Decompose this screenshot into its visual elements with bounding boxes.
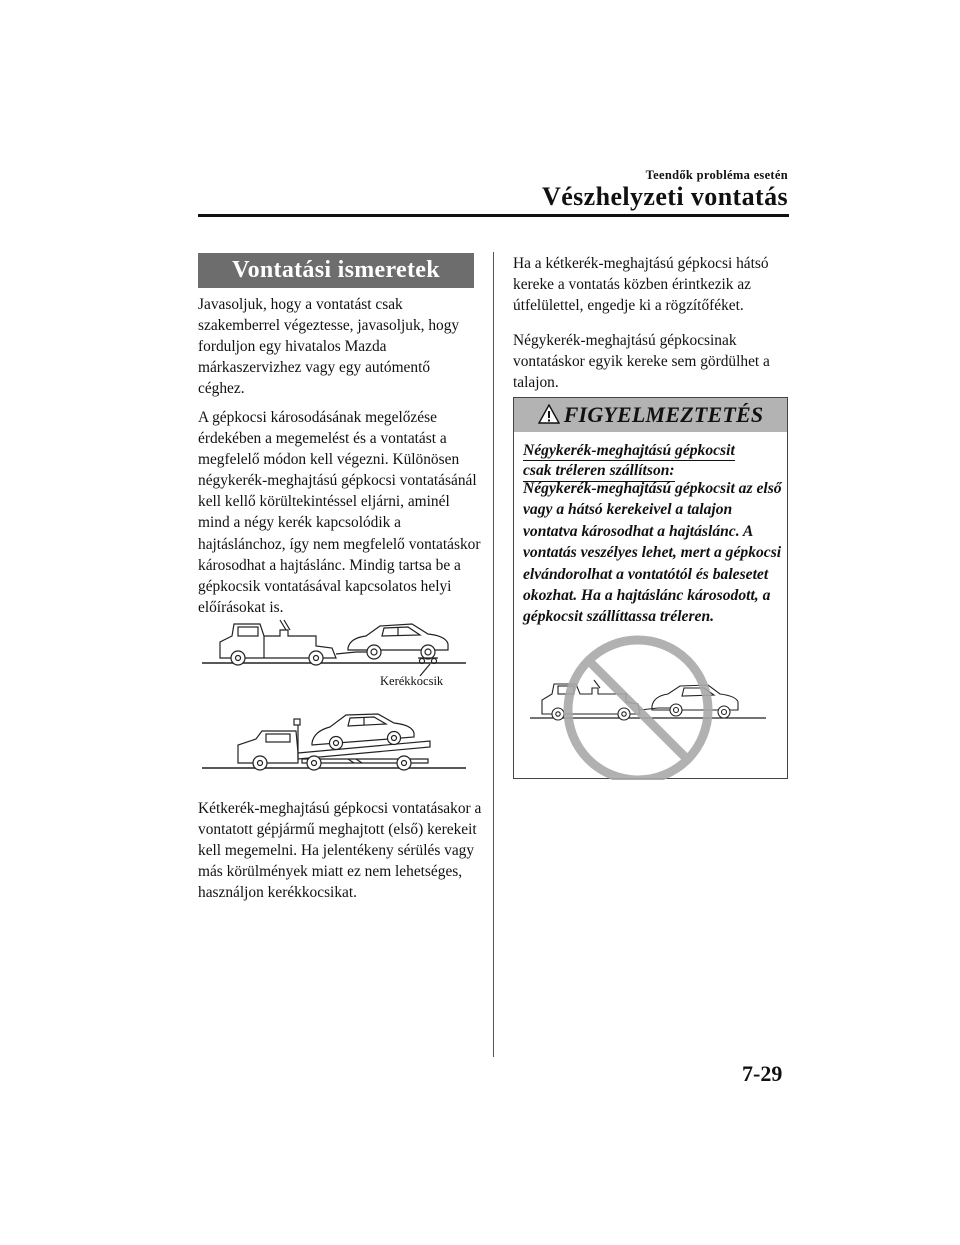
figure-label: Kerékkocsik [380, 674, 444, 688]
warning-title-row [514, 398, 787, 432]
section-header: Teendők probléma esetén [645, 168, 788, 182]
warning-subtitle-line2: csak tréleren szállítson: [523, 461, 675, 481]
prohibited-towing-illustration [530, 630, 770, 780]
section-banner: Vontatási ismeretek [198, 253, 474, 288]
column-divider [493, 252, 494, 1057]
warning-text: Négykerék-meghajtású gépkocsit az első vagy a hátsó kerekeivel a talajon vontatva károsodhat a hajtáslánc. A vontatás veszélyes lehet, mert a gépkocsi elvándorolhat a vontatótól és balesetet okozhat. Ha a hajtáslánc károsodott, a gépkocsit szállíttassa tréleren. [523, 480, 782, 626]
page-title: Vészhelyzeti vontatás [542, 182, 788, 211]
paragraph-damage-prevention: A gépkocsi károsodásának megelőzése érdekében a megemelést és a vontatást a megfelelő módon kell végezni. Különösen négykerék-meghajtású gépkocsi vontatásánál kell kellő körültekintéssel eljárni, aminél mind a négy kerék kapcsolódik a hajtáslánchoz, így nem megfelelő vontatáskor károsodhat a hajtáslánc. Mindig tartsa be a gépkocsik vontatásával kapcsolatos helyi előírásokat is. [198, 409, 481, 616]
header-rule [198, 214, 789, 217]
paragraph-two-wheel-drive: Kétkerék-meghajtású gépkocsi vontatásakor a vontatott gépjármű meghajtott (első) kerekeit kell megemelni. Ha jelentékeny sérülés vagy más körülmények miatt ez nem lehetséges, használjon kerékkocsikat. [198, 800, 482, 902]
paragraph-recommendation: Javasoljuk, hogy a vontatást csak szakemberrel végeztesse, javasoljuk, hogy forduljon egy hivatalos Mazda márkaszervizhez vagy egy autómentő céghez. [198, 296, 460, 398]
flatbed-truck-illustration [198, 705, 470, 777]
warning-triangle-icon [538, 404, 560, 424]
warning-subtitle-line1: Négykerék-meghajtású gépkocsit [523, 441, 735, 461]
page-number: 7-29 [742, 1061, 783, 1086]
paragraph-parking-brake: Ha a kétkerék-meghajtású gépkocsi hátsó kereke a vontatás közben érintkezik az útfelülettel, engedje ki a rögzítőféket. [513, 255, 769, 315]
paragraph-four-wheel-drive: Négykerék-meghajtású gépkocsinak vontatáskor egyik kereke sem gördülhet a talajon. [513, 332, 770, 392]
warning-subtitle [523, 441, 735, 482]
warning-title: FIGYELMEZTETÉS [563, 402, 764, 427]
